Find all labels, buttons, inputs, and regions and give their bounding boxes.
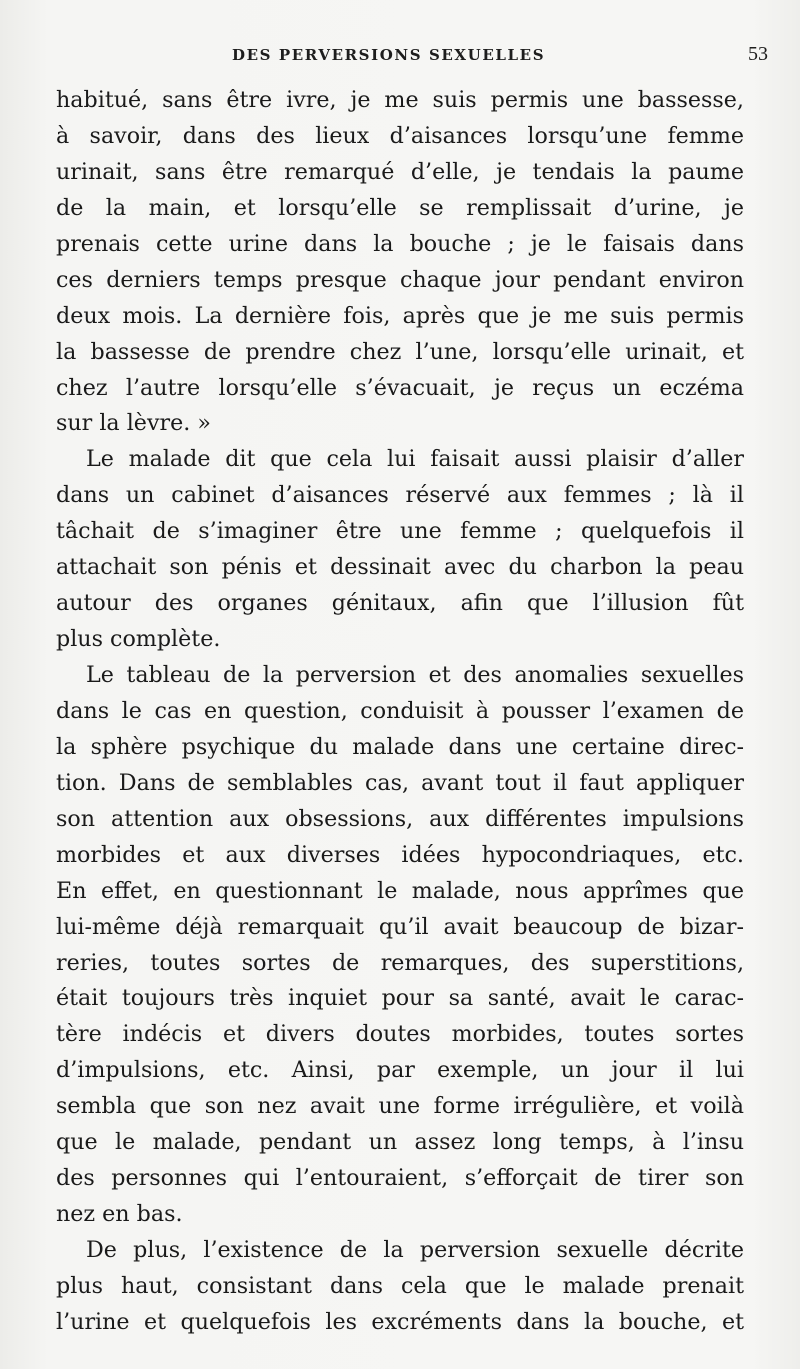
text-line: de la main, et lorsqu’elle se remplissait d’urine, je [56, 194, 744, 221]
paragraph-start-line: Le tableau de la perversion et des anomalies sexuelles [86, 662, 744, 688]
page-number: 53 [748, 43, 768, 65]
text-line: la bassesse de prendre chez l’une, lorsqu’elle urinait, et [56, 338, 744, 365]
text-line: tère indécis et divers doutes morbides, toutes sortes [56, 1021, 744, 1048]
text-line: urinait, sans être remarqué d’elle, je tendais la paume [56, 158, 744, 185]
text-line: tion. Dans de semblables cas, avant tout il faut appliquer [56, 769, 744, 796]
text-line: sembla que son nez avait une forme irrégulière, et voilà [56, 1093, 744, 1120]
paragraph-start-line: Le malade dit que cela lui faisait aussi plaisir d’aller [86, 446, 744, 473]
text-line: ces derniers temps presque chaque jour pendant environ [56, 266, 744, 293]
text-line: la sphère psychique du malade dans une certaine direc- [56, 733, 744, 760]
text-line: dans le cas en question, conduisit à pousser l’examen de [56, 697, 744, 724]
text-line: d’impulsions, etc. Ainsi, par exemple, un jour il lui [56, 1057, 744, 1084]
paragraph-end-line: nez en bas. [56, 1201, 183, 1228]
paragraph-end-line: plus complète. [56, 626, 221, 653]
page-header [232, 44, 768, 74]
text-line: était toujours très inquiet pour sa santé, avait le carac- [56, 985, 744, 1012]
text-line: des personnes qui l’entouraient, s’efforçait de tirer son [56, 1165, 744, 1192]
text-line: reries, toutes sortes de remarques, des superstitions, [56, 949, 744, 976]
text-line: son attention aux obsessions, aux différentes impulsions [56, 805, 744, 832]
paragraph-end-line: sur la lèvre. » [56, 410, 211, 437]
text-line: habitué, sans être ivre, je me suis permis une bassesse, [56, 87, 744, 113]
paragraph-start-line: De plus, l’existence de la perversion sexuelle décrite [86, 1237, 744, 1263]
text-line: dans un cabinet d’aisances réservé aux femmes ; là il [56, 482, 744, 509]
text-line: En effet, en questionnant le malade, nous apprîmes que [56, 877, 744, 904]
text-line: que le malade, pendant un assez long temps, à l’insu [56, 1129, 744, 1156]
text-line: plus haut, consistant dans cela que le malade prenait [56, 1272, 744, 1299]
body-text [56, 83, 744, 1341]
text-line: deux mois. La dernière fois, après que je me suis permis [56, 302, 744, 329]
text-line: prenais cette urine dans la bouche ; je le faisais dans [56, 230, 744, 257]
running-title: DES PERVERSIONS SEXUELLES [232, 46, 546, 64]
text-line: tâchait de s’imaginer être une femme ; quelquefois il [56, 518, 744, 545]
text-line: lui-même déjà remarquait qu’il avait beaucoup de bizar- [56, 913, 744, 940]
text-line: chez l’autre lorsqu’elle s’évacuait, je reçus un eczéma [56, 374, 744, 401]
text-line: autour des organes génitaux, afin que l’illusion fût [56, 590, 744, 617]
text-line: morbides et aux diverses idées hypocondriaques, etc. [56, 841, 744, 868]
text-line: à savoir, dans des lieux d’aisances lorsqu’une femme [56, 122, 744, 149]
text-line: attachait son pénis et dessinait avec du charbon la peau [56, 554, 744, 581]
text-line: l’urine et quelquefois les excréments dans la bouche, et [56, 1308, 744, 1335]
